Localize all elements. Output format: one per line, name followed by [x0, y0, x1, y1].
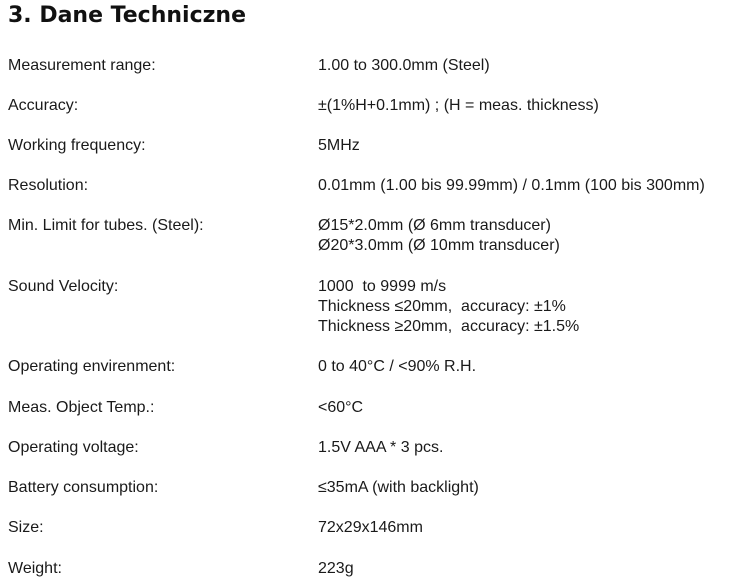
- spec-value-line: Ø20*3.0mm (Ø 10mm transducer): [318, 237, 560, 254]
- spec-value: 223g: [318, 560, 354, 577]
- spec-label: Operating voltage:: [8, 439, 139, 456]
- spec-label: Weight:: [8, 560, 62, 577]
- spec-value-line: Thickness ≤20mm, accuracy: ±1%: [318, 298, 566, 315]
- spec-value-line: 1000 to 9999 m/s: [318, 278, 447, 295]
- spec-value-line: Ø15*2.0mm (Ø 6mm transducer): [318, 217, 551, 234]
- section-title: 3. Dane Techniczne: [8, 3, 247, 28]
- spec-value: 5MHz: [318, 137, 360, 154]
- spec-value: 0.01mm (1.00 bis 99.99mm) / 0.1mm (100 bis 300mm): [318, 177, 705, 194]
- spec-value: [318, 216, 560, 256]
- spec-value: ±(1%H+0.1mm) ; (H = meas. thickness): [318, 97, 599, 114]
- spec-value: <60°C: [318, 399, 364, 416]
- spec-value: 0 to 40°C / <90% R.H.: [318, 358, 477, 375]
- spec-value: 1.5V AAA * 3 pcs.: [318, 439, 444, 456]
- spec-label: Measurement range:: [8, 57, 156, 74]
- spec-value: [318, 277, 579, 337]
- spec-label: Size:: [8, 519, 44, 536]
- spec-label: Operating envirenment:: [8, 358, 176, 375]
- spec-label: Accuracy:: [8, 97, 79, 114]
- spec-value: ≤35mA (with backlight): [318, 479, 479, 496]
- spec-label: Sound Velocity:: [8, 278, 119, 295]
- spec-value-line: Thickness ≥20mm, accuracy: ±1.5%: [318, 318, 580, 335]
- spec-label: Working frequency:: [8, 137, 146, 154]
- spec-label: Battery consumption:: [8, 479, 159, 496]
- spec-label: Meas. Object Temp.:: [8, 399, 155, 416]
- spec-label: Resolution:: [8, 177, 89, 194]
- spec-label: Min. Limit for tubes. (Steel):: [8, 217, 204, 234]
- spec-value: 72x29x146mm: [318, 519, 423, 536]
- spec-value: 1.00 to 300.0mm (Steel): [318, 57, 490, 74]
